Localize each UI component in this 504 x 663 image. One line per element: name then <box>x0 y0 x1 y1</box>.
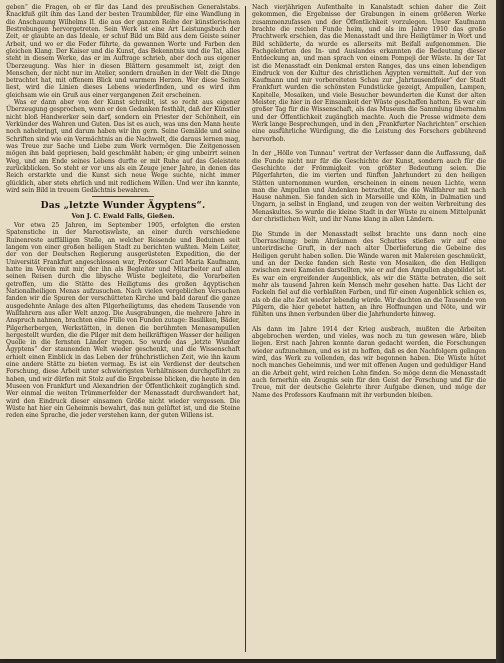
right-column-text: Nach vierjährigen Aufenthalte in Kanalstadt schien daher die Zeit gekommen, die Ergebnisse der Grabungen in einem größeren Werke zusammenzufassen und der Öffentlichkeit vorzulegen. Unser Kaufmann brachte die reichen Funde heim, und als im Jahre 1910 das große Prachtwerk erschien, das die Menasstadt und ihre Heiligtümer in Wort und Bild schilderte, da wurde es allerseits mit Beifall aufgenommen. Die Fachgelehrten des In- und Auslandes erkannten die Bedeutung dieser Entdeckung an, und man sprach von einem Pompeji der Wüste. In der Tat ist die Menasstadt ein Denkmal ersten Ranges, das uns einen lebendigen Eindruck von der Kultur des christlichen Ägypten vermittelt. Auf der von Kaufmann und mir vorbereiteten Schau zur „Jahrtausendfeier“ der Stadt Frankfurt wurden die schönsten Fundstücke gezeigt, Ampullen, Lampen, Kapitelle, Mosaiken, und viele Besucher bewunderten die Kunst der alten Meister, die hier in der Einsamkeit der Wüste geschaffen hatten. Es war ein großer Tag für die Wissenschaft, als das Museum die Sammlung übernahm und der Öffentlichkeit zugänglich machte. Auch die Presse widmete dem Werk lange Besprechungen, und in den „Frankfurter Nachrichten“ erschien eine ausführliche Würdigung, die die Leistung des Forschers gebührend hervorhob. In der „Hölle von Tunnau“ vertrat der Verfasser dann die Auffassung, daß die Funde nicht nur für die Geschichte der Kunst, sondern auch für die Geschichte der Frömmigkeit von größter Bedeutung seien. Die Pilgerfahrten, die im vierten und fünften Jahrhundert zu den heiligen Stätten unternommen wurden, erscheinen in einem neuen Lichte, wenn man die Ampullen und Andenken betrachtet, die die Wallfahrer mit nach Hause nahmen. Sie fanden sich in Marseille und Köln, in Dalmatien und Ungarn, ja selbst in England, und zeugen von der weiten Verbreitung des Menaskultes. So wurde die kleine Stadt in der Wüste zu einem Mittelpunkt der christlichen Welt, und ihr Name klang in allen Ländern. Die Stunde in der Menasstadt selbst brachte uns dann noch eine Überraschung: beim Abräumen des Schuttes stießen wir auf eine unterirdische Gruft, in der nach alter Überlieferung die Gebeine des Heiligen geruht haben sollen. Die Wände waren mit Malereien geschmückt, und an der Decke fanden sich Reste von Mosaiken, die den Heiligen zwischen zwei Kamelen darstellten, wie er auf den Ampullen abgebildet ist. Es war ein ergreifender Augenblick, als wir die Stätte betraten, die seit mehr als tausend Jahren kein Mensch mehr gesehen hatte. Das Licht der Fackeln fiel auf die verblaßten Farben, und für einen Augenblick schien es, als ob die alte Zeit wieder lebendig würde. Wir dachten an die Tausende von Pilgern, die hier gebetet hatten, an ihre Hoffnungen und Nöte, und wir fühlten uns ihnen verbunden über die Jahrhunderte hinweg. Als dann im Jahre 1914 der Krieg ausbrach, mußten die Arbeiten abgebrochen werden, und vieles, was noch zu tun gewesen wäre, blieb liegen. Erst nach Jahren konnte daran gedacht werden, die Forschungen wieder aufzunehmen, und es ist zu hoffen, daß es den Nachfolgern gelingen wird, das Werk zu vollenden, das wir begonnen haben. Die Wüste hütet noch manches Geheimnis, und wer mit offenen Augen und geduldiger Hand an die Arbeit geht, wird reichen Lohn finden. So möge denn die Menasstadt auch fernerhin ein Zeugnis sein für den Geist der Forschung und für die Treue, mit der deutsche Gelehrte ihrer Aufgabe dienen, und möge der Name des Professors Kaufmann mit ihr verbunden bleiben. <box>252 4 486 399</box>
article-byline: Von J. C. Ewald Falls, Gießen. <box>71 212 175 221</box>
right-column <box>252 4 486 656</box>
book-binding-edge <box>496 0 504 663</box>
article-body-text: Vor etwa 25 Jahren, im September 1905, erfolgten die ersten Spatenstiche in der Mareotiswüste, an einer durch verschiedene Ruinenreste auffälligen Stelle, an welcher Reisende und Beduinen seit langem von einer großen heiligen Stadt zu berichten wußten. Mein Leiter, der von der Deutschen Regierung ausgerüsteten Expedition, die der Universität Frankfurt angeschlossen war, Professor Carl Maria Kaufmann, hatte im Verein mit mir, der ihn als Begleiter und Mitarbeiter auf allen seinen Reisen durch die libysche Wüste begleitete, die Vorarbeiten getroffen, um die Stätte des Heiligtums des großen ägyptischen Nationalheiligen Menas aufzusuchen. Nach vielen vergeblichen Versuchen fanden wir die Spuren der verschütteten Kirche und bald darauf die ganze ausgedehnte Anlage des alten Pilgerheiligtums, das ehedem Tausende von Wallfahrern aus aller Welt anzog. Die Ausgrabungen, die mehrere Jahre in Anspruch nahmen, brachten eine Fülle von Funden zutage: Basiliken, Bäder, Pilgerherbergen, Werkstätten, in denen die berühmten Menasampullen hergestellt wurden, die die Pilger mit dem heilkräftigen Wasser der heiligen Quelle in die fernsten Länder trugen. So wurde das „letzte Wunder Ägyptens“ der staunenden Welt wieder geschenkt, und die Wissenschaft erhielt einen Einblick in das Leben der frühchristlichen Zeit, wie ihn kaum eine andere Stätte zu bieten vermag. Es ist ein Verdienst der deutschen Forschung, diese Arbeit unter schwierigsten Verhältnissen durchgeführt zu haben, und wir dürfen mit Stolz auf die Ergebnisse blicken, die heute in den Museen von Frankfurt und Alexandrien der Öffentlichkeit zugänglich sind. Wer einmal die weiten Trümmerfelder der Menasstadt durchwandert hat, wird den Eindruck dieser einsamen Größe nicht wieder vergessen. Die Wüste hat hier ein Geheimnis bewahrt, das nun gelüftet ist, und die Steine reden eine Sprache, die jeder verstehen kann, der guten Willens ist. <box>6 222 240 420</box>
left-column-intro-text: geben“ die Fragen, ob er für das Land des preußischen Generalstabs. Knackfuß gilt ihm das Land der besten Traumbilder, für eine Wandlung in die Anschauung Wilhelms II. die aus der ganzen Reihe der künstlerischen Bestrebungen hervorgetreten. Sein Werk ist eine Art Leistungsbuch der Zeit, er glaubte an das Ideale, er schuf Bild um Bild aus dem Geiste seiner Arbeit, und wo er die Feder führte, da gewannen Worte und Farben den gleichen Klang. Der Kaiser und die Kunst, das Bekenntnis und die Tat, alles steht in diesem Werke, das er im Auftrage schrieb, aber doch aus eigener Überzeugung. Was hier in diesen Blättern gesammelt ist, zeigt den Menschen, der nicht nur im Atelier, sondern draußen in der Welt die Dinge betrachtet hat, mit offenem Blick und warmem Herzen. Wer diese Seiten liest, wird die Linien dieses Lebens wiederfinden, und es wird ihm gleichsam wie ein Gruß aus einer vergangenen Zeit erscheinen. <box>6 4 240 99</box>
section-divider <box>92 196 154 197</box>
column-divider-rule <box>245 6 246 652</box>
left-column-second-paragraph: Was er dann aber von der Kunst schreibt, ist so recht aus eigener Überzeugung gesprochen, wenn er den Gedanken festhält, daß der Künstler nicht bloß Handwerker sein darf, sondern ein Priester der Schönheit, ein Verkünder des Wahren und Guten. Das ist es auch, was uns den Mann heute noch nahebringt, und darum haben wir ihn gern. Seine Gemälde und seine Schriften sind wie ein Vermächtnis an die Nachwelt, die daraus lernen mag, was Treue zur Sache und Liebe zum Werk vermögen. Die Zeitgenossen mögen ihn bald gepriesen, bald geschmäht haben; er ging unbeirrt seinen Weg, und am Ende seines Lebens durfte er mit Ruhe auf das Geleistete zurückblicken. So steht er vor uns als ein Zeuge jener Jahre, in denen das Reich erstarkte und die Kunst sich neue Wege suchte, nicht immer glücklich, aber stets ehrlich und mit redlichem Willen. Und wer ihn kannte, wird sein Bild in treuem Gedächtnis bewahren. <box>6 99 240 194</box>
article-heading: Das „letzte Wunder Ägyptens“. <box>40 200 206 212</box>
left-column <box>6 4 240 656</box>
